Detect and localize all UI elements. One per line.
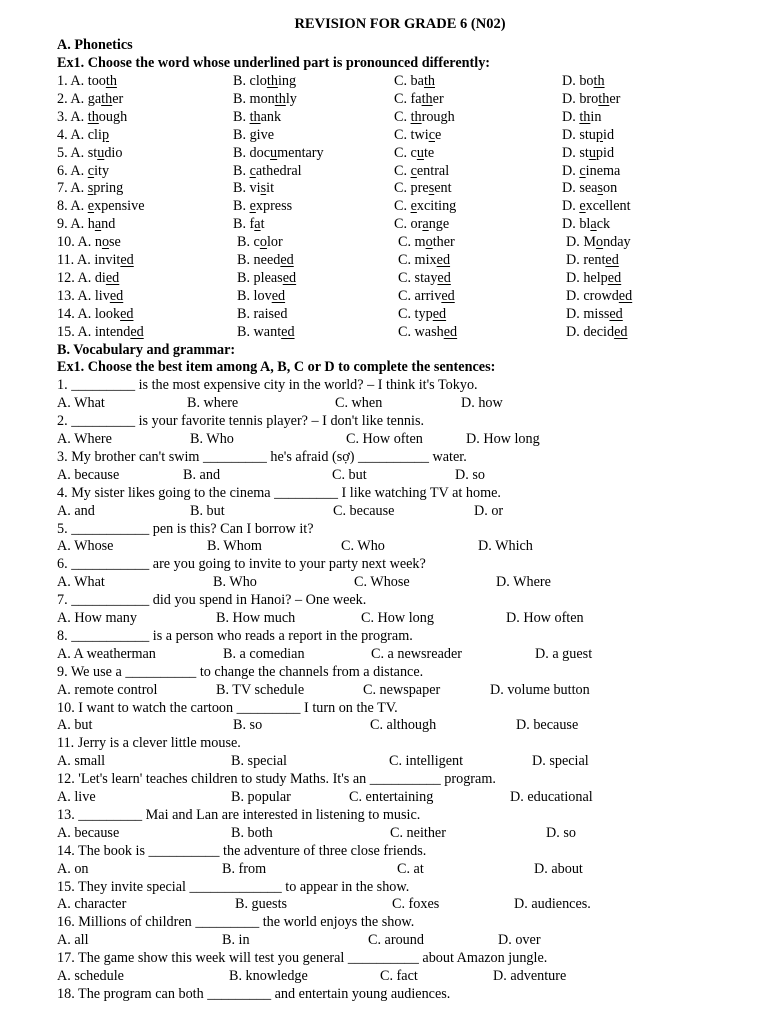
answer-options-row <box>0 788 768 806</box>
answer-option: B. where <box>187 395 239 412</box>
phonetics-option: C. mixed <box>398 252 451 268</box>
answer-option: C. around <box>368 932 424 949</box>
phonetics-row <box>0 90 768 108</box>
answer-option: C. foxes <box>392 896 440 913</box>
answer-option: C. neither <box>390 824 446 841</box>
answer-option: A. schedule <box>57 968 124 984</box>
answer-option: A. and <box>57 502 95 519</box>
phonetics-option: C. father <box>394 90 444 107</box>
phonetics-option: C. arrived <box>398 287 455 304</box>
phonetics-option: D. stupid <box>562 126 615 143</box>
question-text: 13. _________ Mai and Lan are interested in listening to music. <box>57 806 421 823</box>
phonetics-row <box>0 233 768 251</box>
phonetics-option: 4. A. clip <box>57 126 110 143</box>
phonetics-option: C. washed <box>398 323 458 340</box>
phonetics-option: 13. A. lived <box>57 287 124 304</box>
phonetics-option: C. stayed <box>398 269 451 286</box>
answer-option: A. live <box>57 789 96 805</box>
answer-option: A. Where <box>57 431 112 447</box>
answer-option: C. How long <box>361 610 434 626</box>
answer-option: C. because <box>333 502 395 519</box>
phonetics-option: B. cathedral <box>233 162 302 179</box>
phonetics-option: B. clothing <box>233 73 297 89</box>
phonetics-option: C. bath <box>394 73 435 89</box>
phonetics-option: 1. A. tooth <box>57 73 117 89</box>
answer-options-row <box>0 466 768 484</box>
phonetics-option: B. documentary <box>233 144 324 161</box>
question-text: 15. They invite special _____________ to appear in the show. <box>57 878 410 895</box>
exercise-1-phonetics-instruction: Ex1. Choose the word whose underlined part is pronounced differently: <box>57 55 491 71</box>
answer-option: A. What <box>57 574 105 591</box>
phonetics-option: B. loved <box>237 287 286 304</box>
phonetics-option: D. crowded <box>566 287 633 304</box>
phonetics-row <box>0 215 768 233</box>
answer-option: D. about <box>534 860 583 877</box>
answer-option: D. a guest <box>535 645 593 662</box>
phonetics-row <box>0 269 768 287</box>
question-text: 6. ___________ are you going to invite to your party next week? <box>57 556 426 573</box>
answer-option: C. but <box>332 466 367 483</box>
answer-option: B. in <box>222 932 250 949</box>
answer-option: C. although <box>370 717 437 734</box>
question-text: 17. The game show this week will test you general __________ about Amazon jungle. <box>57 950 548 967</box>
phonetics-option: 3. A. though <box>57 108 128 125</box>
phonetics-row <box>0 126 768 144</box>
answer-options-row <box>0 860 768 878</box>
answer-option: A. because <box>57 824 120 841</box>
answer-options-row <box>0 645 768 663</box>
answer-option: B. so <box>233 717 263 734</box>
phonetics-row <box>0 197 768 215</box>
answer-option: A. remote control <box>57 681 158 698</box>
answer-options-row <box>0 573 768 591</box>
phonetics-option: 7. A. spring <box>57 180 124 197</box>
answer-option: C. newspaper <box>363 681 441 698</box>
answer-option: A. A weatherman <box>57 645 156 662</box>
answer-option: B. but <box>190 502 225 519</box>
answer-option: C. How often <box>346 431 423 447</box>
question-text: 14. The book is __________ the adventure of three close friends. <box>57 842 427 859</box>
answer-option: D. Which <box>478 538 533 555</box>
answer-options-row <box>0 502 768 520</box>
section-a-heading: A. Phonetics <box>57 37 133 53</box>
phonetics-option: B. color <box>237 234 283 251</box>
answer-option: A. character <box>57 896 127 913</box>
phonetics-option: C. exciting <box>394 198 457 215</box>
answer-option: D. How often <box>506 610 584 626</box>
answer-option: C. at <box>397 860 424 877</box>
answer-option: D. volume button <box>490 681 590 698</box>
answer-option: D. because <box>516 717 579 734</box>
phonetics-option: 2. A. gather <box>57 90 124 107</box>
phonetics-option: 9. A. hand <box>57 216 116 233</box>
phonetics-option: B. needed <box>237 252 294 268</box>
answer-options-row <box>0 716 768 734</box>
phonetics-row <box>0 251 768 269</box>
answer-option: A. on <box>57 860 89 877</box>
answer-options-row <box>0 609 768 627</box>
exercise-1-vocabulary-instruction: Ex1. Choose the best item among A, B, C or D to complete the sentences: <box>57 359 496 376</box>
question-text: 2. _________ is your favorite tennis player? – I don't like tennis. <box>57 413 425 430</box>
answer-option: A. What <box>57 395 105 412</box>
answer-option: C. a newsreader <box>371 645 462 662</box>
answer-option: C. Whose <box>354 574 410 591</box>
phonetics-option: D. helped <box>566 269 622 286</box>
question-18-text: 18. The program can both _________ and entertain young audiences. <box>57 985 451 1002</box>
answer-option: C. Who <box>341 538 385 555</box>
question-text: 4. My sister likes going to the cinema _________ I like watching TV at home. <box>57 484 501 501</box>
answer-options-row <box>0 430 768 448</box>
phonetics-row <box>0 72 768 90</box>
phonetics-option: D. stupid <box>562 144 615 161</box>
answer-option: B. a comedian <box>223 645 305 662</box>
phonetics-option: C. central <box>394 162 450 179</box>
answer-option: D. special <box>532 753 589 770</box>
phonetics-option: B. fat <box>233 216 265 233</box>
question-text: 9. We use a __________ to change the channels from a distance. <box>57 663 424 680</box>
phonetics-option: 12. A. died <box>57 269 120 286</box>
answer-option: D. over <box>498 932 541 949</box>
phonetics-option: B. raised <box>237 305 288 322</box>
phonetics-row <box>0 144 768 162</box>
phonetics-option: C. orange <box>394 216 450 233</box>
phonetics-option: B. express <box>233 198 293 215</box>
phonetics-option: 14. A. looked <box>57 305 134 322</box>
answer-option: B. and <box>183 466 221 483</box>
phonetics-option: C. through <box>394 108 455 125</box>
answer-option: B. TV schedule <box>216 681 305 698</box>
page-title: REVISION FOR GRADE 6 (N02) <box>294 16 506 32</box>
answer-option: C. when <box>335 395 383 412</box>
answer-options-row <box>0 752 768 770</box>
phonetics-option: D. cinema <box>562 162 621 179</box>
phonetics-option: B. wanted <box>237 323 295 340</box>
question-text: 7. ___________ did you spend in Hanoi? – One week. <box>57 592 367 609</box>
phonetics-option: D. Monday <box>566 234 631 251</box>
phonetics-option: B. thank <box>233 108 282 125</box>
phonetics-option: D. rented <box>566 252 619 268</box>
phonetics-option: D. season <box>562 180 618 197</box>
question-text: 16. Millions of children _________ the world enjoys the show. <box>57 914 415 931</box>
answer-option: C. intelligent <box>389 753 464 770</box>
phonetics-option: D. both <box>562 73 605 89</box>
answer-option: B. special <box>231 753 287 770</box>
answer-options-row <box>0 967 768 985</box>
phonetics-option: 6. A. city <box>57 162 110 179</box>
phonetics-option: C. twice <box>394 126 442 143</box>
phonetics-option: D. black <box>562 216 611 233</box>
answer-option: D. educational <box>510 789 593 805</box>
answer-option: B. both <box>231 824 273 841</box>
question-text: 1. _________ is the most expensive city in the world? – I think it's Tokyo. <box>57 377 478 394</box>
answer-option: A. small <box>57 753 106 770</box>
phonetics-option: B. monthly <box>233 90 297 107</box>
phonetics-option: D. thin <box>562 108 602 125</box>
answer-option: A. but <box>57 717 93 734</box>
answer-option: C. entertaining <box>349 789 434 805</box>
phonetics-row <box>0 287 768 305</box>
phonetics-row <box>0 179 768 197</box>
answer-options-row <box>0 931 768 949</box>
phonetics-row <box>0 323 768 341</box>
phonetics-option: D. brother <box>562 90 621 107</box>
answer-option: A. all <box>57 932 89 949</box>
answer-option: D. audiences. <box>514 896 591 913</box>
question-text: 3. My brother can't swim _________ he's afraid (sợ) __________ water. <box>57 448 467 465</box>
phonetics-option: D. excellent <box>562 198 631 215</box>
answer-option: B. popular <box>231 789 291 805</box>
phonetics-row <box>0 305 768 323</box>
answer-options-row <box>0 824 768 842</box>
phonetics-option: 11. A. invited <box>57 252 134 268</box>
answer-option: B. knowledge <box>229 968 308 984</box>
answer-options-row <box>0 895 768 913</box>
phonetics-option: C. mother <box>398 234 455 251</box>
answer-option: B. How much <box>216 610 296 626</box>
question-text: 12. 'Let's learn' teaches children to study Maths. It's an __________ program. <box>57 771 496 788</box>
phonetics-option: 8. A. expensive <box>57 198 145 215</box>
answer-option: D. or <box>474 502 504 519</box>
phonetics-option: B. visit <box>233 180 275 197</box>
phonetics-option: D. decided <box>566 323 628 340</box>
answer-option: A. Whose <box>57 538 114 555</box>
phonetics-row <box>0 162 768 180</box>
answer-option: B. Who <box>213 574 257 591</box>
phonetics-row <box>0 108 768 126</box>
answer-option: B. Who <box>190 431 234 447</box>
answer-option: B. guests <box>235 896 288 913</box>
question-text: 5. ___________ pen is this? Can I borrow it? <box>57 520 314 537</box>
answer-options-row <box>0 394 768 412</box>
answer-options-row <box>0 537 768 555</box>
answer-option: B. Whom <box>207 538 262 555</box>
answer-option: D. so <box>546 824 576 841</box>
phonetics-option: 5. A. studio <box>57 144 123 161</box>
answer-option: D. how <box>461 395 503 412</box>
phonetics-option: C. present <box>394 180 452 197</box>
phonetics-option: 15. A. intended <box>57 323 144 340</box>
phonetics-option: B. pleased <box>237 269 297 286</box>
phonetics-option: D. missed <box>566 305 623 322</box>
answer-option: D. so <box>455 466 485 483</box>
answer-option: B. from <box>222 860 267 877</box>
answer-option: D. How long <box>466 431 540 447</box>
answer-option: D. adventure <box>493 968 567 984</box>
phonetics-option: C. typed <box>398 305 447 322</box>
answer-option: A. How many <box>57 610 137 626</box>
question-text: 8. ___________ is a person who reads a report in the program. <box>57 627 413 644</box>
question-text: 11. Jerry is a clever little mouse. <box>57 735 241 752</box>
answer-option: A. because <box>57 466 120 483</box>
question-text: 10. I want to watch the cartoon _________ I turn on the TV. <box>57 699 398 716</box>
phonetics-option: B. give <box>233 126 274 143</box>
phonetics-option: C. cute <box>394 144 435 161</box>
answer-option: C. fact <box>380 968 418 984</box>
answer-options-row <box>0 681 768 699</box>
phonetics-option: 10. A. nose <box>57 234 121 251</box>
answer-option: D. Where <box>496 574 551 591</box>
section-b-heading: B. Vocabulary and grammar: <box>57 341 236 358</box>
